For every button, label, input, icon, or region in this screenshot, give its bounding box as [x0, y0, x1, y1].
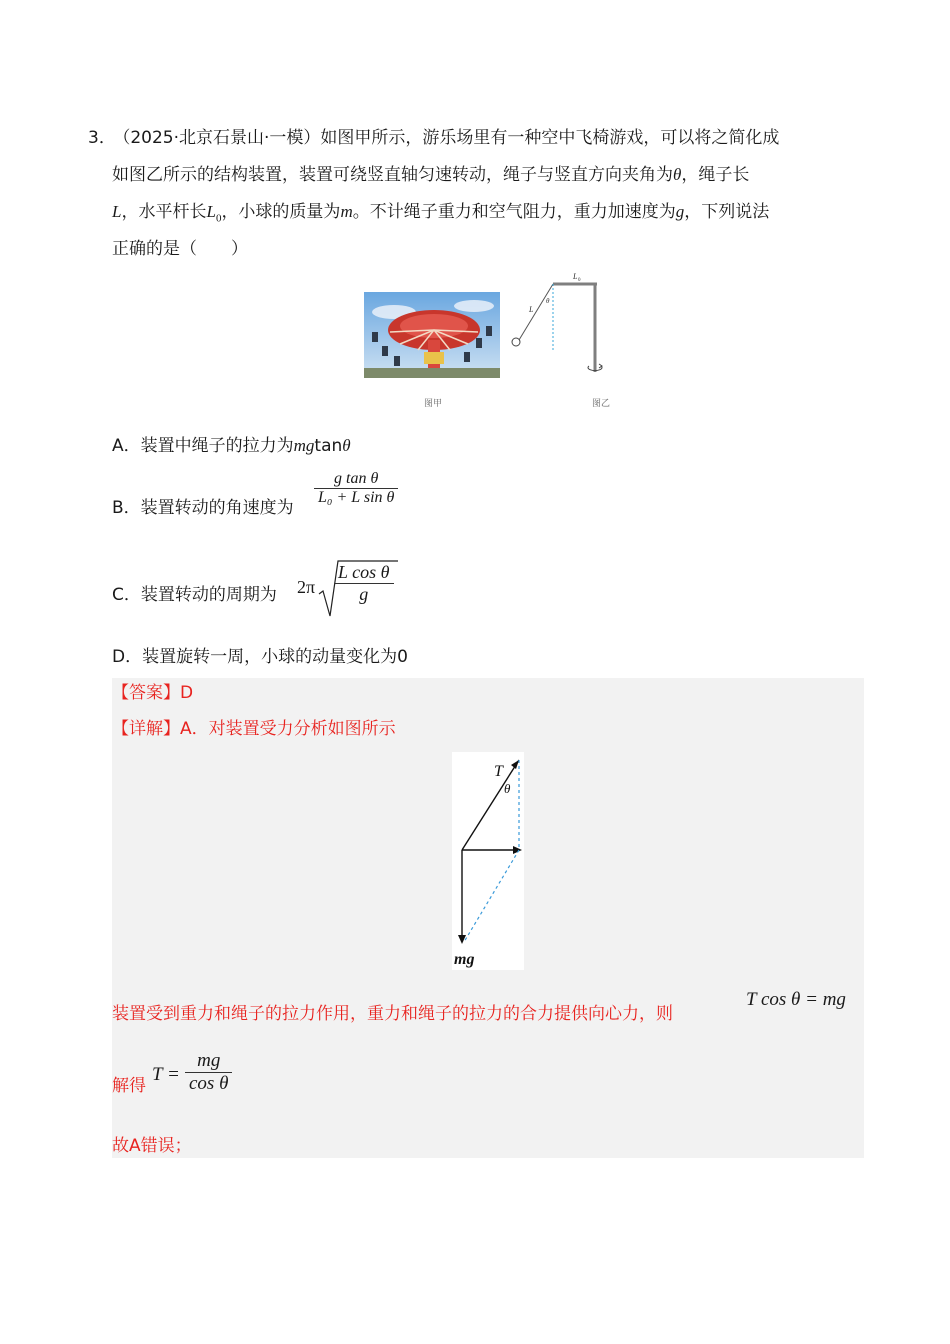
solve-label: 解得: [112, 1076, 146, 1096]
option-c-fraction: [334, 562, 394, 605]
question-line-1: [88, 126, 779, 150]
option-c-numerator: L cos θ: [338, 562, 390, 582]
force-theta-label: θ: [504, 781, 511, 796]
caption-right: 图乙: [592, 399, 611, 409]
option-d-label: D．装置旋转一周，小球的动量变化为0: [112, 647, 408, 667]
label-L0-sub: 0: [578, 278, 581, 283]
detail-line: [112, 717, 396, 741]
equation-2-numerator: mg: [197, 1050, 221, 1071]
explain-line-1: [112, 1002, 673, 1026]
L-symbol: L: [112, 202, 122, 221]
theta-symbol: θ: [673, 165, 682, 184]
answer-line: [112, 681, 193, 705]
option-c-denominator: g: [334, 583, 394, 605]
equation-2-denominator: cos θ: [185, 1072, 232, 1095]
question-number: 3．: [88, 128, 116, 148]
force-T-label: T: [494, 763, 503, 780]
force-diagram: [452, 752, 524, 970]
question-text: 正确的是（ ）: [112, 239, 248, 259]
g-symbol: g: [675, 202, 685, 221]
equation-1: T cos θ = mg: [746, 989, 846, 1010]
option-b: [112, 496, 294, 520]
caption-left: 图甲: [424, 399, 443, 409]
question-line-2: [112, 163, 749, 187]
option-b-denominator: L₀ + L sin θ: [314, 488, 398, 507]
question-text: 。不计绳子重力和空气阻力，重力加速度为: [352, 202, 676, 222]
option-a-label: A．装置中绳子的拉力为: [112, 436, 294, 456]
option-b-label: B．装置转动的角速度为: [112, 498, 294, 518]
L0-subscript: 0: [215, 212, 222, 225]
structure-diagram: [505, 268, 615, 390]
option-c: [112, 583, 277, 607]
swing-ride-photo: [364, 292, 500, 378]
answer-value: D: [180, 683, 194, 703]
m-symbol: m: [340, 202, 353, 221]
option-d: [112, 645, 408, 669]
question-line-4: [112, 237, 248, 261]
equation-2-lhs: T =: [152, 1064, 180, 1085]
conclusion-text: 故A错误；: [112, 1136, 192, 1156]
option-a-mg: mg: [293, 436, 315, 455]
detail-tag: 【详解】: [112, 719, 180, 739]
conclusion-line: [112, 1134, 192, 1158]
question-text: ，水平杆长: [121, 202, 207, 222]
detail-text: A．对装置受力分析如图所示: [180, 719, 396, 739]
question-source: （2025·北京石景山·一模）: [121, 128, 321, 148]
answer-tag: 【答案】: [112, 683, 180, 703]
option-b-fraction: [314, 470, 398, 507]
option-a-tan: tan: [314, 436, 343, 456]
label-L: L: [529, 305, 534, 314]
question-text: 如图甲所示，游乐场里有一种空中飞椅游戏，可以将之简化成: [320, 128, 780, 148]
option-c-coefficient: 2π: [297, 577, 316, 597]
solve-line: [112, 1074, 146, 1098]
option-c-label: C．装置转动的周期为: [112, 585, 277, 605]
explain-text: 装置受到重力和绳子的拉力作用，重力和绳子的拉力的合力提供向心力，则: [112, 1004, 673, 1024]
label-theta: θ: [546, 297, 550, 305]
equation-2-fraction: [185, 1050, 232, 1095]
question-text: ，小球的质量为: [221, 202, 341, 222]
question-text: ，绳子长: [681, 165, 750, 185]
option-a-theta: θ: [342, 436, 351, 455]
option-b-numerator: g tan θ: [334, 470, 379, 487]
question-text: 如图乙所示的结构装置，装置可绕竖直轴匀速转动，绳子与竖直方向夹角为: [112, 165, 673, 185]
L0-symbol: L: [206, 202, 216, 221]
force-mg-label: mg: [454, 951, 475, 968]
label-L0: L: [573, 272, 578, 281]
question-line-3: [112, 200, 769, 230]
option-a: [112, 434, 351, 458]
question-text: ，下列说法: [684, 202, 770, 222]
